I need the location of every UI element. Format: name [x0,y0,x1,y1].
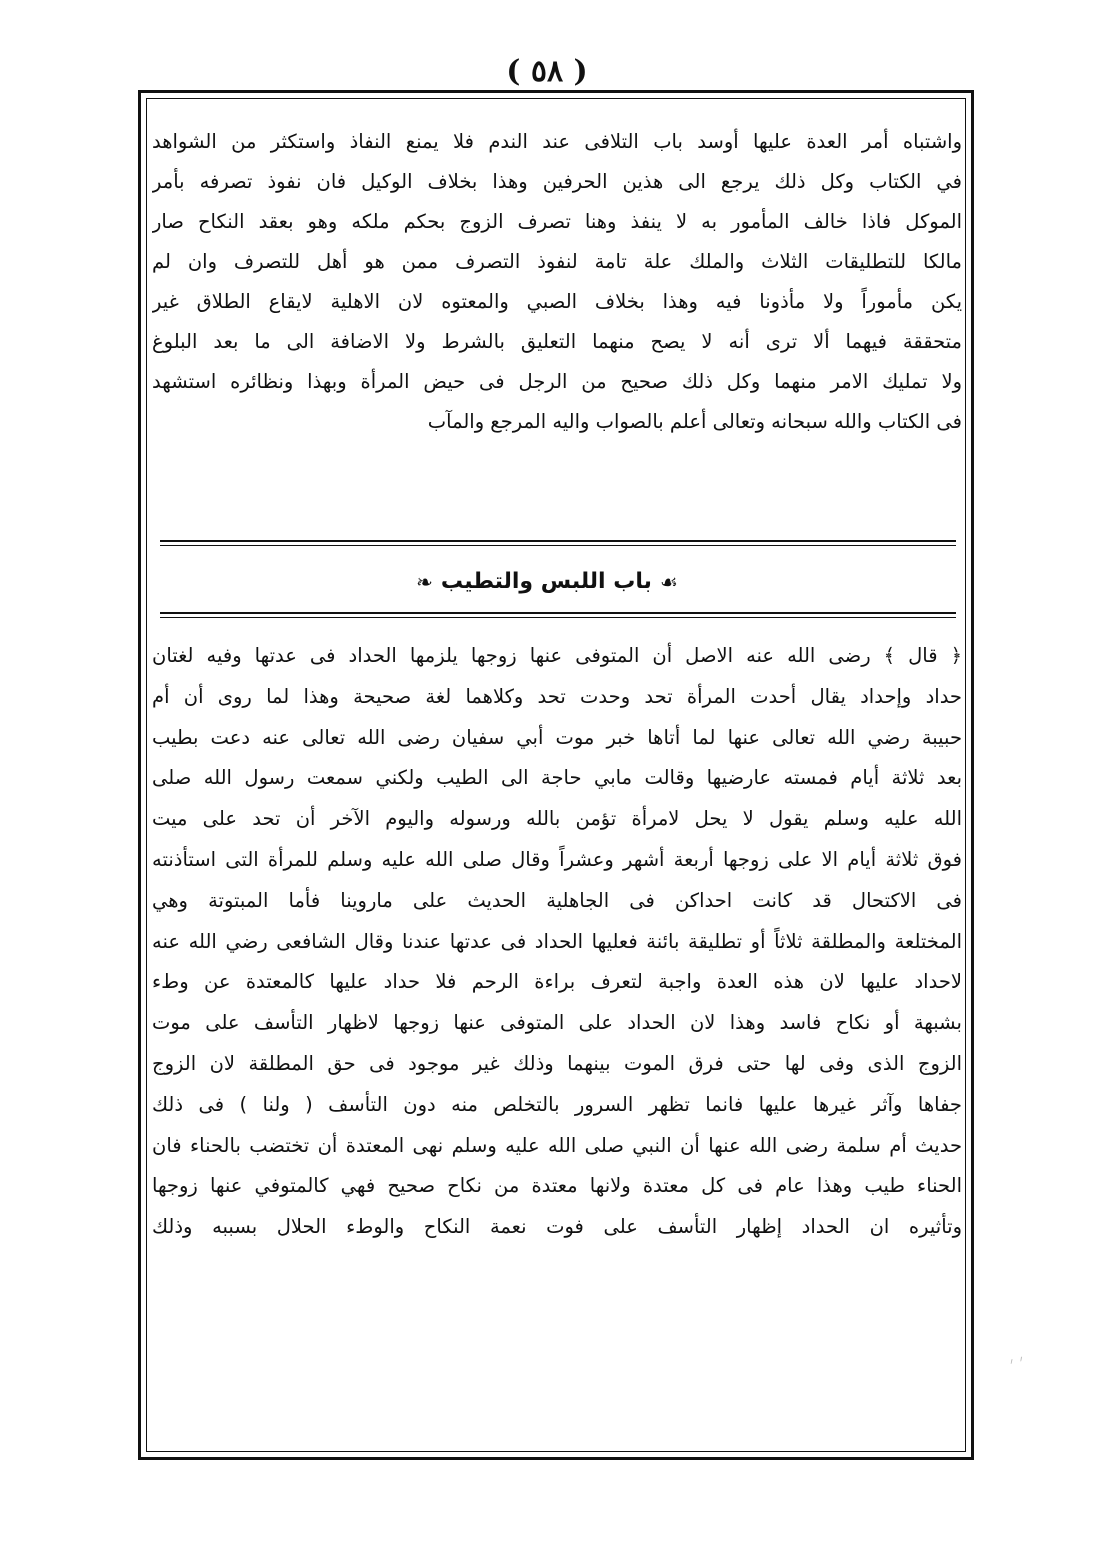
page-number: ( ٥٨ ) [506,54,588,89]
text-line: وتأثيره ان الحداد إظهار التأسف على فوت نعمة النكاح والوطء الحلال بسببه وذلك [152,1215,962,1239]
text-line: الله عليه وسلم يقول لا يحل لامرأة تؤمن بالله ورسوله واليوم الآخر أن تحد على ميت [152,807,962,831]
text-line: مالكا للتطليقات الثلاث والملك علة تامة لنفوذ التصرف ممن هو أهل للتصرف وان لم [152,250,962,273]
section-divider-top [160,540,956,546]
text-line: حديث أم سلمة رضى الله عنها أن النبي صلى الله عليه وسلم نهى المعتدة أن تختضب بالحناء فان [152,1133,962,1157]
top-paragraph [152,122,962,442]
text-line: الزوج الذى وفى لها حتى فرق الموت بينهما وذلك غير موجود فى حق المطلقة لان الزوج [152,1051,962,1075]
text-line: يكن مأموراً ولا مأذونا فيه وهذا بخلاف الصبي والمعتوه لان الاهلية لايقاع الطلاق غير [152,290,962,313]
text-line: بعد ثلاثة أيام فمسته عارضيها وقالت مابي حاجة الى الطيب ولكني سمعت رسول الله صلى [152,766,962,790]
margin-pencil-mark: ׳ ׳ [1007,1350,1027,1375]
bottom-paragraph [152,636,962,1248]
ornament-right-icon: ☙ [659,570,678,594]
text-line: في الكتاب وكل ذلك يرجع الى هذين الحرفين وهذا بخلاف الوكيل فان نفوذ تصرفه بأمر [152,170,962,193]
text-line: حبيبة رضي الله تعالى عنها لما أتاها خبر موت أبي سفيان رضى الله تعالى عنه دعت بطيب [152,725,962,749]
text-line: ولا تمليك الامر منهما وكل ذلك صحيح من الرجل فى حيض المرأة وبهذا ونظائره استشهد [152,370,962,393]
text-line: حداد وإحداد يقال أحدت المرأة تحد وحدت تحد وكلاهما لغة صحيحة وهذا لما روى أن أم [152,684,962,708]
ornament-left-icon: ❧ [416,570,433,594]
text-line: الموكل فاذا خالف المأمور به لا ينفذ وهنا تصرف الزوج بحكم ملكه وهو بعقد النكاح صار [152,210,962,233]
text-line: متحققة فيهما ألا ترى أنه لا يصح منهما التعليق بالشرط ولا الاضافة الى ما بعد البلوغ [152,330,962,353]
section-divider-bottom [160,612,956,618]
text-line: المختلعة والمطلقة ثلاثاً أو تطليقة بائنة فعليها الحداد فى عدتها عندنا وقال الشافعى رضي الله عنه [152,929,962,953]
text-line: لاحداد عليها لان هذه العدة واجبة لتعرف براءة الرحم فلا حداد عليها كالمعتدة عن وطء [152,970,962,994]
text-line: ﴿ قال ﴾ رضى الله عنه الاصل أن المتوفى عنها زوجها يلزمها الحداد فى عدتها وفيه لغتان [152,644,962,667]
text-line: فى الاكتحال قد كانت احداكن فى الجاهلية الحديث على ماروينا فأما المبتوتة وهي [152,888,962,912]
chapter-heading [0,560,1094,604]
text-line: بشبهة أو نكاح فاسد وهذا لان الحداد على المتوفى عنها زوجها لاظهار التأسف على موت [152,1011,962,1035]
text-line: واشتباه أمر العدة عليها أوسد باب التلافى عند الندم فلا يمنع النفاذ واستكثر من الشواهد [152,130,962,153]
text-line: فوق ثلاثة أيام الا على زوجها أربعة أشهر وعشراً وقال صلى الله عليه وسلم للمرأة التى استأذنته [152,847,962,871]
text-line: جفاها وآثر غيرها عليها فانما تظهر السرور بالتخلص منه دون التأسف ( ولنا ) فى ذلك [152,1092,962,1116]
chapter-title: باب اللبس والتطيب [440,569,652,594]
text-line: فى الكتاب والله سبحانه وتعالى أعلم بالصواب واليه المرجع والمآب [427,410,962,433]
text-line: الحناء طيب وهذا عام فى كل معتدة ولانها معتدة من نكاح صحيح فهي كالمتوفي عنها زوجها [152,1174,962,1198]
